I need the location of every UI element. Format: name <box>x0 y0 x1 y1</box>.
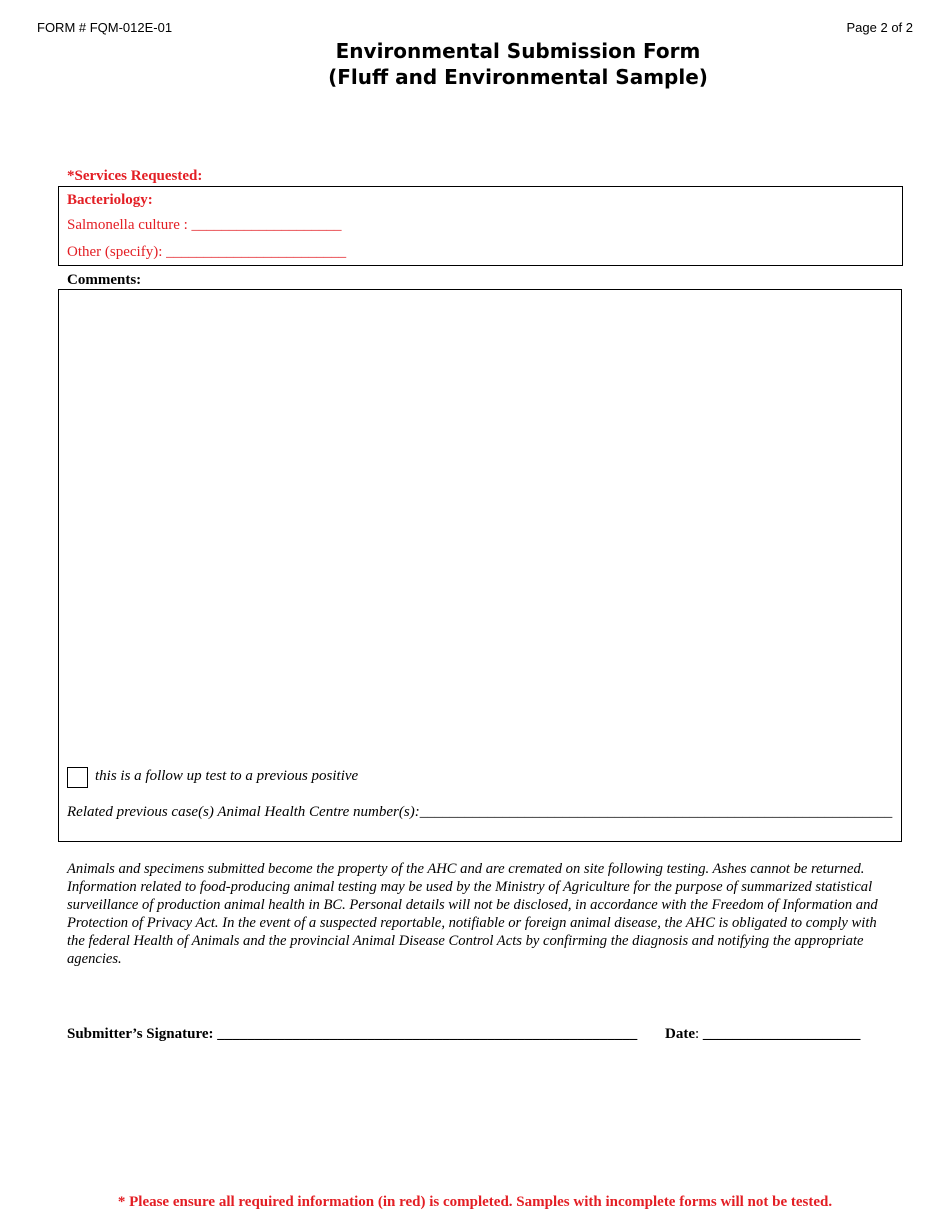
date-line: _____________________ <box>699 1026 861 1042</box>
related-cases-field[interactable]: Related previous case(s) Animal Health Centre number(s):_______________________________________________________________ <box>67 804 893 820</box>
title-line-2: (Fluff and Environmental Sample) <box>328 65 708 89</box>
page-title <box>0 38 950 90</box>
followup-checkbox[interactable] <box>67 767 88 788</box>
submitter-signature-field[interactable]: Submitter’s Signature: ________________________________________________________ <box>67 1026 638 1042</box>
form-number: FORM # FQM-012E-01 <box>37 20 173 35</box>
comments-textarea[interactable] <box>58 289 902 842</box>
required-info-notice: * Please ensure all required information (in red) is completed. Samples with incomplete forms will not be tested. <box>117 1194 833 1210</box>
date-field[interactable] <box>665 1026 860 1043</box>
salmonella-culture-field[interactable]: Salmonella culture : ____________________ <box>67 217 342 233</box>
services-requested-label: *Services Requested: <box>67 168 203 184</box>
bacteriology-label: Bacteriology: <box>67 192 153 208</box>
followup-label: this is a follow up test to a previous positive <box>95 768 359 784</box>
page-number: Page 2 of 2 <box>846 20 913 35</box>
date-colon: : <box>695 1026 700 1042</box>
date-label: Date <box>665 1026 695 1042</box>
disclaimer-text: Animals and specimens submitted become the property of the AHC and are cremated on site following testing. Ashes cannot be returned. Information related to food-producing animal testing may be used by the Ministry of Agriculture for the purpose of summarized statistical surveillance of production animal health in BC. Personal details will not be disclosed, in accordance with the Freedom of Information and Protection of Privacy Act. In the event of a suspected reportable, notifiable or foreign animal disease, the AHC is obligated to comply with the federal Health of Animals and the provincial Animal Disease Control Acts by confirming the diagnosis and notifying the appropriate agencies. <box>67 861 878 967</box>
other-specify-field[interactable]: Other (specify): ________________________ <box>67 244 347 260</box>
comments-label: Comments: <box>67 272 142 288</box>
title-line-1: Environmental Submission Form <box>335 39 701 63</box>
